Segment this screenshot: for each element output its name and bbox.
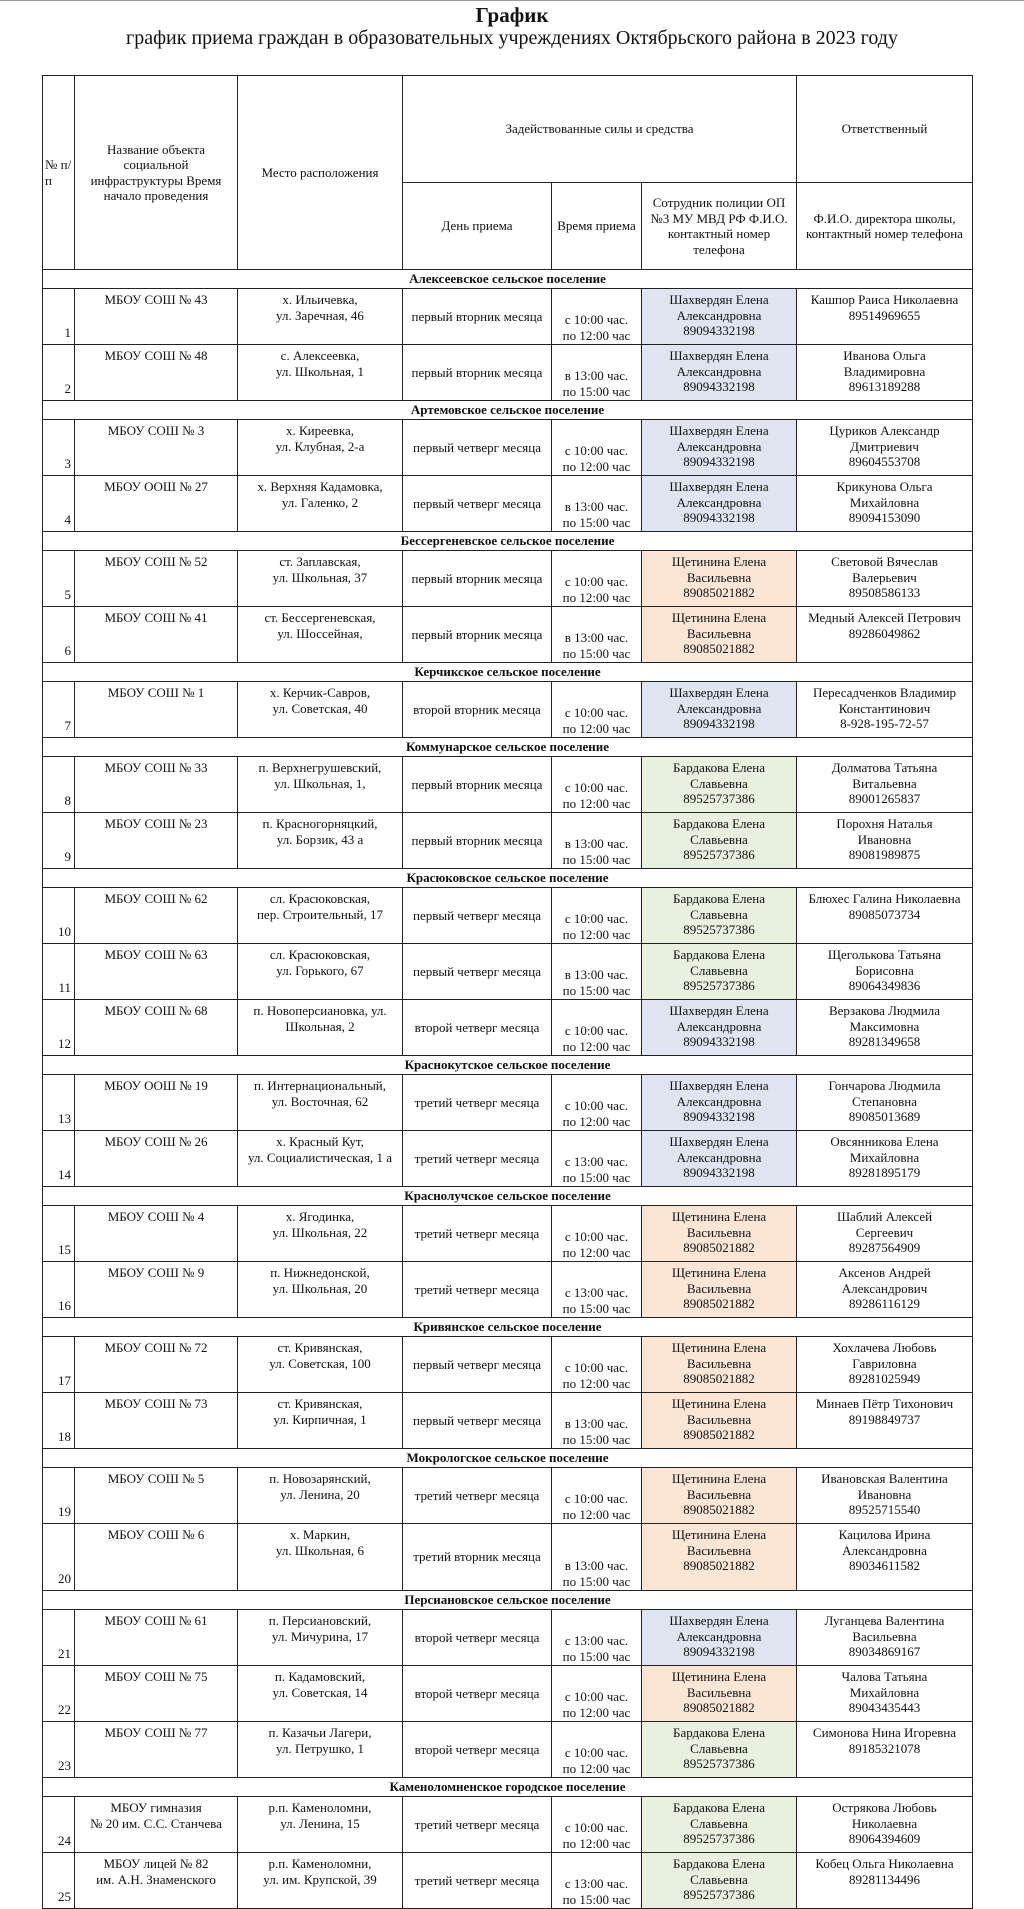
police-officer: Щетинина Елена Васильевна 89085021882: [642, 1468, 797, 1524]
location: п. Казачьи Лагери, ул. Петрушко, 1: [238, 1722, 403, 1778]
reception-time: с 10:00 час. по 12:00 час: [552, 1075, 642, 1131]
police-officer: Щетинина Елена Васильевна 89085021882: [642, 1206, 797, 1262]
reception-time: с 13:00 час. по 15:00 час: [552, 1262, 642, 1318]
police-officer: Щетинина Елена Васильевна 89085021882: [642, 1666, 797, 1722]
reception-time: с 13:00 час. по 15:00 час: [552, 1610, 642, 1666]
school-director: Кобец Ольга Николаевна 89281134496: [797, 1853, 973, 1909]
table-row: [43, 1610, 973, 1666]
police-officer: Шахвердян Елена Александровна 89094332198: [642, 1131, 797, 1187]
school-director: Симонова Нина Игоревна 89185321078: [797, 1722, 973, 1778]
object-name: МБОУ СОШ № 61: [75, 1610, 238, 1666]
header-time: Время приема: [552, 183, 642, 270]
police-officer: Шахвердян Елена Александровна 89094332198: [642, 682, 797, 738]
police-officer: Шахвердян Елена Александровна 89094332198: [642, 345, 797, 401]
top-divider: [0, 0, 1024, 1]
table-row: [43, 1666, 973, 1722]
police-officer: Бардакова Елена Славьевна 89525737386: [642, 1853, 797, 1909]
page-subtitle: график приема граждан в образовательных учреждениях Октябрьского района в 2023 году: [126, 27, 898, 49]
object-name: МБОУ СОШ № 4: [75, 1206, 238, 1262]
reception-day: третий четверг месяца: [403, 1853, 552, 1909]
row-number: 23: [43, 1722, 75, 1778]
object-name: МБОУ СОШ № 52: [75, 551, 238, 607]
school-director: Остряковa Любовь Николаевна 89064394609: [797, 1797, 973, 1853]
row-number: 10: [43, 888, 75, 944]
table-row: [43, 1722, 973, 1778]
location: х. Киреевка, ул. Клубная, 2-а: [238, 420, 403, 476]
location: х. Ильичевка, ул. Заречная, 46: [238, 289, 403, 345]
table-row: [43, 757, 973, 813]
school-director: Кацилова Ирина Александровна 89034611582: [797, 1524, 973, 1591]
reception-day: первый четверг месяца: [403, 420, 552, 476]
row-number: 25: [43, 1853, 75, 1909]
table-row: [43, 1262, 973, 1318]
row-number: 5: [43, 551, 75, 607]
row-number: 7: [43, 682, 75, 738]
school-director: Верзакова Людмила Максимовна 89281349658: [797, 1000, 973, 1056]
row-number: 1: [43, 289, 75, 345]
school-director: Пересадченков Владимир Константинович 8-928-195-72-57: [797, 682, 973, 738]
police-officer: Щетинина Елена Васильевна 89085021882: [642, 1262, 797, 1318]
header-num: № п/п: [43, 76, 75, 270]
object-name: МБОУ СОШ № 3: [75, 420, 238, 476]
row-number: 14: [43, 1131, 75, 1187]
police-officer: Шахвердян Елена Александровна 89094332198: [642, 1610, 797, 1666]
reception-day: первый четверг месяца: [403, 944, 552, 1000]
location: х. Верхняя Кадамовка, ул. Галенко, 2: [238, 476, 403, 532]
section-row: [43, 1187, 973, 1206]
police-officer: Бардакова Елена Славьевна 89525737386: [642, 944, 797, 1000]
reception-time: в 13:00 час. по 15:00 час: [552, 607, 642, 663]
location: ст. Заплавская, ул. Школьная, 37: [238, 551, 403, 607]
row-number: 12: [43, 1000, 75, 1056]
table-row: [43, 1075, 973, 1131]
table-row: [43, 944, 973, 1000]
section-row: [43, 869, 973, 888]
reception-day: первый четверг месяца: [403, 1337, 552, 1393]
row-number: 21: [43, 1610, 75, 1666]
object-name: МБОУ СОШ № 62: [75, 888, 238, 944]
police-officer: Бардакова Елена Славьевна 89525737386: [642, 813, 797, 869]
table-row: [43, 1131, 973, 1187]
section-row: [43, 663, 973, 682]
school-director: Минаев Пётр Тихонович 89198849737: [797, 1393, 973, 1449]
reception-day: первый вторник месяца: [403, 607, 552, 663]
location: ст. Кривянская, ул. Советская, 100: [238, 1337, 403, 1393]
location: п. Нижнедонской, ул. Школьная, 20: [238, 1262, 403, 1318]
section-row: [43, 401, 973, 420]
header-director: Ф.И.О. директора школы, контактный номер телефона: [797, 183, 973, 270]
object-name: МБОУ СОШ № 41: [75, 607, 238, 663]
section-title: Алексеевское сельское поселение: [43, 270, 973, 289]
reception-time: с 10:00 час. по 12:00 час: [552, 1797, 642, 1853]
section-row: [43, 532, 973, 551]
reception-time: с 10:00 час. по 12:00 час: [552, 1666, 642, 1722]
reception-time: в 13:00 час. по 15:00 час: [552, 813, 642, 869]
police-officer: Бардакова Елена Славьевна 89525737386: [642, 757, 797, 813]
reception-time: с 13:00 час. по 15:00 час: [552, 1853, 642, 1909]
table-row: [43, 1853, 973, 1909]
object-name: МБОУ СОШ № 72: [75, 1337, 238, 1393]
section-row: [43, 1449, 973, 1468]
location: п. Интернациональный, ул. Восточная, 62: [238, 1075, 403, 1131]
reception-time: с 13:00 час. по 15:00 час: [552, 1131, 642, 1187]
row-number: 11: [43, 944, 75, 1000]
police-officer: Бардакова Елена Славьевна 89525737386: [642, 1797, 797, 1853]
reception-day: третий четверг месяца: [403, 1206, 552, 1262]
table-row: [43, 888, 973, 944]
police-officer: Щетинина Елена Васильевна 89085021882: [642, 607, 797, 663]
location: п. Верхнегрушевский, ул. Школьная, 1,: [238, 757, 403, 813]
reception-time: с 10:00 час. по 12:00 час: [552, 757, 642, 813]
row-number: 6: [43, 607, 75, 663]
reception-day: первый вторник месяца: [403, 813, 552, 869]
row-number: 20: [43, 1524, 75, 1591]
school-director: Иванова Ольга Владимировна 89613189288: [797, 345, 973, 401]
object-name: МБОУ лицей № 82 им. А.Н. Знаменского: [75, 1853, 238, 1909]
school-director: Крикунова Ольга Михайловна 89094153090: [797, 476, 973, 532]
header-object: Название объекта социальной инфраструктуры Время начало проведения: [75, 76, 238, 270]
table-row: [43, 476, 973, 532]
school-director: Кашпор Раиса Николаевна 89514969655: [797, 289, 973, 345]
table-row: [43, 607, 973, 663]
page-title: График: [475, 3, 549, 27]
reception-time: с 10:00 час. по 12:00 час: [552, 1468, 642, 1524]
object-name: МБОУ гимназия № 20 им. С.С. Станчева: [75, 1797, 238, 1853]
police-officer: Шахвердян Елена Александровна 89094332198: [642, 420, 797, 476]
schedule-body: [43, 270, 973, 1909]
reception-time: с 10:00 час. по 12:00 час: [552, 289, 642, 345]
table-row: [43, 1524, 973, 1591]
section-row: [43, 738, 973, 757]
section-row: [43, 1591, 973, 1610]
reception-day: третий вторник месяца: [403, 1524, 552, 1591]
school-director: Щеголькова Татьяна Борисовна 89064349836: [797, 944, 973, 1000]
police-officer: Шахвердян Елена Александровна 89094332198: [642, 1000, 797, 1056]
object-name: МБОУ СОШ № 73: [75, 1393, 238, 1449]
row-number: 13: [43, 1075, 75, 1131]
table-row: [43, 1000, 973, 1056]
object-name: МБОУ СОШ № 75: [75, 1666, 238, 1722]
location: ст. Бессергеневская, ул. Шоссейная,: [238, 607, 403, 663]
school-director: Блюхес Галина Николаевна 89085073734: [797, 888, 973, 944]
police-officer: Щетинина Елена Васильевна 89085021882: [642, 1524, 797, 1591]
reception-time: в 13:00 час. по 15:00 час: [552, 1393, 642, 1449]
school-director: Аксенов Андрей Александрович 89286116129: [797, 1262, 973, 1318]
section-title: Керчикское сельское поселение: [43, 663, 973, 682]
table-row: [43, 345, 973, 401]
school-director: Долматова Татьяна Витальевна 89001265837: [797, 757, 973, 813]
reception-day: первый вторник месяца: [403, 289, 552, 345]
reception-day: второй четверг месяца: [403, 1610, 552, 1666]
table-row: [43, 682, 973, 738]
school-director: Ивановская Валентина Ивановна 89525715540: [797, 1468, 973, 1524]
section-title: Мокрологское сельское поселение: [43, 1449, 973, 1468]
object-name: МБОУ СОШ № 48: [75, 345, 238, 401]
section-row: [43, 1318, 973, 1337]
schedule-table: [42, 75, 973, 1909]
police-officer: Щетинина Елена Васильевна 89085021882: [642, 1393, 797, 1449]
reception-time: с 10:00 час. по 12:00 час: [552, 420, 642, 476]
reception-day: второй четверг месяца: [403, 1666, 552, 1722]
row-number: 17: [43, 1337, 75, 1393]
location: п. Персиановский, ул. Мичурина, 17: [238, 1610, 403, 1666]
reception-day: первый четверг месяца: [403, 888, 552, 944]
location: х. Красный Кут, ул. Социалистическая, 1 а: [238, 1131, 403, 1187]
reception-day: второй четверг месяца: [403, 1000, 552, 1056]
header-forces: Задействованные силы и средства: [403, 76, 797, 183]
table-row: [43, 1393, 973, 1449]
police-officer: Щетинина Елена Васильевна 89085021882: [642, 1337, 797, 1393]
location: п. Новоперсиановка, ул. Школьная, 2: [238, 1000, 403, 1056]
school-director: Чалова Татьяна Михайловна 89043435443: [797, 1666, 973, 1722]
reception-time: с 10:00 час. по 12:00 час: [552, 888, 642, 944]
location: сл. Красюковская, ул. Горького, 67: [238, 944, 403, 1000]
school-director: Хохлачева Любовь Гавриловна 89281025949: [797, 1337, 973, 1393]
reception-time: в 13:00 час. по 15:00 час: [552, 476, 642, 532]
object-name: МБОУ СОШ № 1: [75, 682, 238, 738]
school-director: Овсянникова Елена Михайловна 89281895179: [797, 1131, 973, 1187]
location: р.п. Каменоломни, ул. Ленина, 15: [238, 1797, 403, 1853]
table-row: [43, 1797, 973, 1853]
table-row: [43, 1206, 973, 1262]
location: сл. Красюковская, пер. Строительный, 17: [238, 888, 403, 944]
header-place: Место расположения: [238, 76, 403, 270]
location: х. Керчик-Савров, ул. Советская, 40: [238, 682, 403, 738]
reception-time: с 10:00 час. по 12:00 час: [552, 551, 642, 607]
row-number: 24: [43, 1797, 75, 1853]
school-director: Световой Вячеслав Валерьевич 89508586133: [797, 551, 973, 607]
reception-day: третий четверг месяца: [403, 1797, 552, 1853]
school-director: Шаблий Алексей Сергеевич 89287564909: [797, 1206, 973, 1262]
police-officer: Щетинина Елена Васильевна 89085021882: [642, 551, 797, 607]
section-title: Краснолучское сельское поселение: [43, 1187, 973, 1206]
reception-day: первый четверг месяца: [403, 476, 552, 532]
reception-day: второй четверг месяца: [403, 1722, 552, 1778]
object-name: МБОУ СОШ № 23: [75, 813, 238, 869]
section-title: Кривянское сельское поселение: [43, 1318, 973, 1337]
location: ст. Кривянская, ул. Кирпичная, 1: [238, 1393, 403, 1449]
location: с. Алексеевка, ул. Школьная, 1: [238, 345, 403, 401]
location: п. Красногорняцкий, ул. Борзик, 43 а: [238, 813, 403, 869]
section-title: Коммунарское сельское поселение: [43, 738, 973, 757]
section-row: [43, 1778, 973, 1797]
reception-day: первый вторник месяца: [403, 757, 552, 813]
table-row: [43, 289, 973, 345]
object-name: МБОУ ООШ № 27: [75, 476, 238, 532]
section-row: [43, 270, 973, 289]
location: п. Новозарянский, ул. Ленина, 20: [238, 1468, 403, 1524]
school-director: Гончарова Людмила Степановна 89085013689: [797, 1075, 973, 1131]
school-director: Цуриков Александр Дмитриевич 89604553708: [797, 420, 973, 476]
object-name: МБОУ СОШ № 77: [75, 1722, 238, 1778]
row-number: 3: [43, 420, 75, 476]
reception-day: первый вторник месяца: [403, 551, 552, 607]
reception-time: с 10:00 час. по 12:00 час: [552, 682, 642, 738]
row-number: 4: [43, 476, 75, 532]
row-number: 8: [43, 757, 75, 813]
reception-day: третий четверг месяца: [403, 1262, 552, 1318]
section-title: Красюковское сельское поселение: [43, 869, 973, 888]
row-number: 22: [43, 1666, 75, 1722]
reception-day: первый вторник месяца: [403, 345, 552, 401]
table-row: [43, 1468, 973, 1524]
section-title: Персиановское сельское поселение: [43, 1591, 973, 1610]
police-officer: Шахвердян Елена Александровна 89094332198: [642, 289, 797, 345]
school-director: Порохня Наталья Ивановна 89081989875: [797, 813, 973, 869]
header-day: День приема: [403, 183, 552, 270]
header-officer: Сотрудник полиции ОП №3 МУ МВД РФ Ф.И.О. контактный номер телефона: [642, 183, 797, 270]
section-title: Артемовское сельское поселение: [43, 401, 973, 420]
reception-time: в 13:00 час. по 15:00 час: [552, 1524, 642, 1591]
reception-day: третий четверг месяца: [403, 1131, 552, 1187]
row-number: 2: [43, 345, 75, 401]
header-responsible: Ответственный: [797, 76, 973, 183]
school-director: Луганцева Валентина Васильевна 89034869167: [797, 1610, 973, 1666]
section-title: Каменоломненское городское поселение: [43, 1778, 973, 1797]
table-row: [43, 551, 973, 607]
reception-time: с 10:00 час. по 12:00 час: [552, 1206, 642, 1262]
police-officer: Шахвердян Елена Александровна 89094332198: [642, 1075, 797, 1131]
reception-time: в 13:00 час. по 15:00 час: [552, 345, 642, 401]
table-row: [43, 813, 973, 869]
row-number: 16: [43, 1262, 75, 1318]
reception-day: третий четверг месяца: [403, 1468, 552, 1524]
reception-day: второй вторник месяца: [403, 682, 552, 738]
section-row: [43, 1056, 973, 1075]
police-officer: Шахвердян Елена Александровна 89094332198: [642, 476, 797, 532]
reception-time: с 10:00 час. по 12:00 час: [552, 1000, 642, 1056]
row-number: 15: [43, 1206, 75, 1262]
row-number: 9: [43, 813, 75, 869]
object-name: МБОУ СОШ № 26: [75, 1131, 238, 1187]
police-officer: Бардакова Елена Славьевна 89525737386: [642, 888, 797, 944]
location: х. Ягодинка, ул. Школьная, 22: [238, 1206, 403, 1262]
object-name: МБОУ СОШ № 63: [75, 944, 238, 1000]
row-number: 18: [43, 1393, 75, 1449]
reception-time: в 13:00 час. по 15:00 час: [552, 944, 642, 1000]
reception-day: третий четверг месяца: [403, 1075, 552, 1131]
reception-time: с 10:00 час. по 12:00 час: [552, 1337, 642, 1393]
object-name: МБОУ СОШ № 5: [75, 1468, 238, 1524]
location: х. Маркин, ул. Школьная, 6: [238, 1524, 403, 1591]
police-officer: Бардакова Елена Славьевна 89525737386: [642, 1722, 797, 1778]
school-director: Медный Алексей Петрович 89286049862: [797, 607, 973, 663]
object-name: МБОУ ООШ № 19: [75, 1075, 238, 1131]
row-number: 19: [43, 1468, 75, 1524]
object-name: МБОУ СОШ № 68: [75, 1000, 238, 1056]
section-title: Бессергеневское сельское поселение: [43, 532, 973, 551]
section-title: Краснокутское сельское поселение: [43, 1056, 973, 1075]
table-row: [43, 1337, 973, 1393]
object-name: МБОУ СОШ № 43: [75, 289, 238, 345]
reception-time: с 10:00 час. по 12:00 час: [552, 1722, 642, 1778]
location: п. Кадамовский, ул. Советская, 14: [238, 1666, 403, 1722]
object-name: МБОУ СОШ № 33: [75, 757, 238, 813]
reception-day: первый четверг месяца: [403, 1393, 552, 1449]
table-row: [43, 420, 973, 476]
location: р.п. Каменоломни, ул. им. Крупской, 39: [238, 1853, 403, 1909]
object-name: МБОУ СОШ № 9: [75, 1262, 238, 1318]
object-name: МБОУ СОШ № 6: [75, 1524, 238, 1591]
